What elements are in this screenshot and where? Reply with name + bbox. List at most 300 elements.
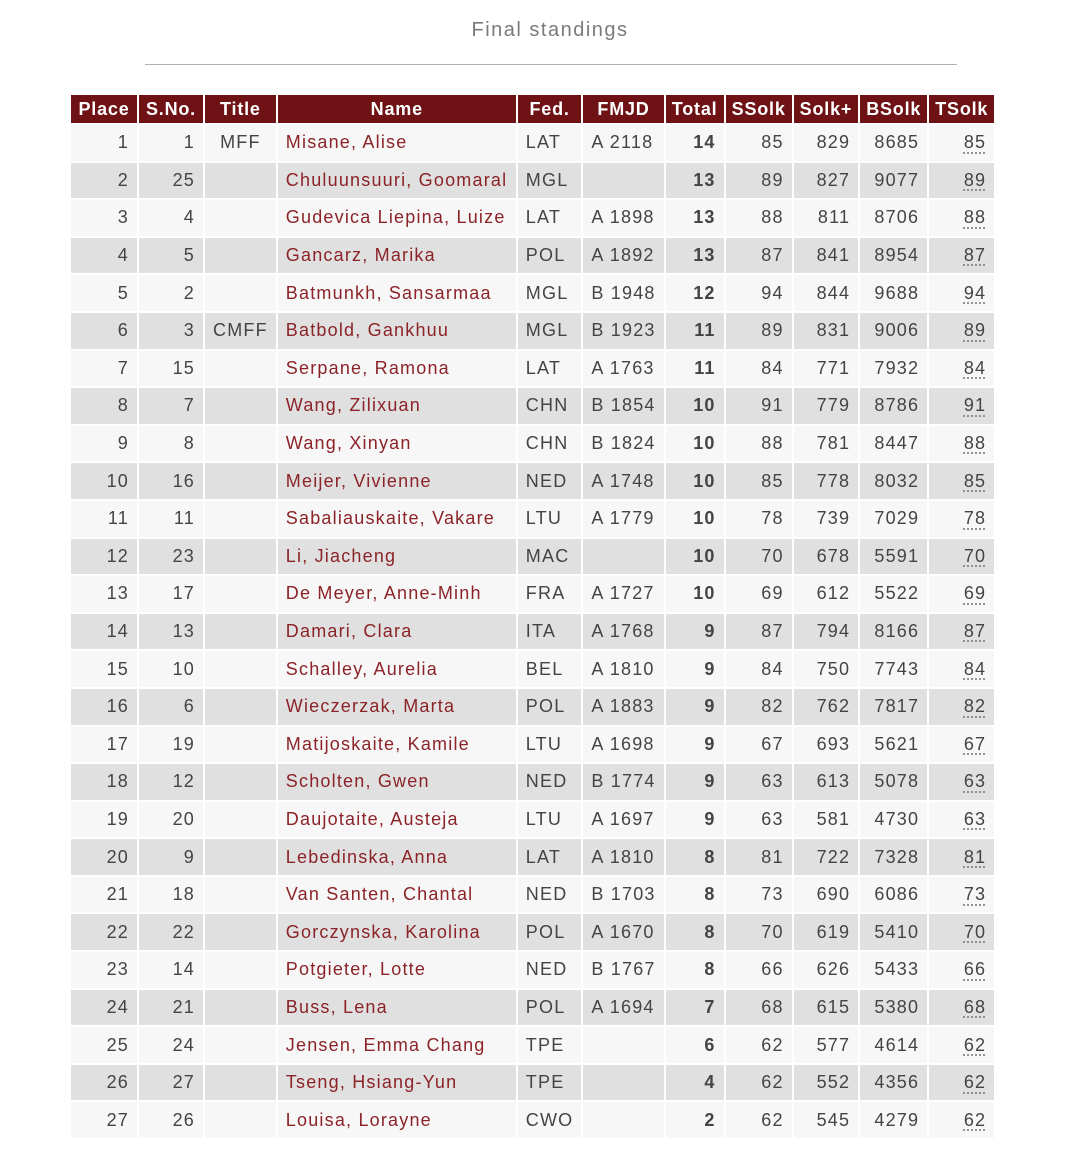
federation-cell: CWO (518, 1102, 582, 1138)
table-row (71, 351, 994, 387)
place-cell: 22 (71, 914, 137, 950)
tsolk-cell (929, 990, 994, 1026)
ssolk-cell: 91 (726, 388, 792, 424)
title-cell (205, 689, 276, 725)
place-cell: 24 (71, 990, 137, 1026)
table-row (71, 463, 994, 499)
tsolk-link[interactable]: 66 (963, 959, 987, 980)
federation-cell: LAT (518, 125, 582, 161)
fmjd-rating-cell (583, 1027, 663, 1063)
tsolk-link[interactable]: 62 (963, 1034, 987, 1055)
ssolk-cell: 84 (726, 351, 792, 387)
player-name-link[interactable]: Scholten, Gwen (278, 764, 516, 800)
solk-plus-cell: 762 (794, 689, 859, 725)
solk-plus-cell: 626 (794, 952, 859, 988)
table-row (71, 163, 994, 199)
player-name-link[interactable]: Wang, Xinyan (278, 426, 516, 462)
total-points-cell: 9 (666, 689, 724, 725)
fmjd-rating-cell: A 1892 (583, 238, 663, 274)
start-number-cell: 22 (139, 914, 203, 950)
place-cell: 15 (71, 651, 137, 687)
federation-cell: TPE (518, 1065, 582, 1101)
total-points-cell: 11 (666, 351, 724, 387)
place-cell: 9 (71, 426, 137, 462)
title-cell (205, 200, 276, 236)
standings-table (69, 93, 996, 1140)
bsolk-cell: 4730 (860, 802, 927, 838)
tsolk-link[interactable]: 88 (963, 433, 987, 454)
player-name-link[interactable]: De Meyer, Anne-Minh (278, 576, 516, 612)
player-name-link[interactable]: Matijoskaite, Kamile (278, 727, 516, 763)
tsolk-link[interactable]: 68 (963, 996, 987, 1017)
place-cell: 4 (71, 238, 137, 274)
federation-cell: ITA (518, 614, 582, 650)
fmjd-rating-cell: A 1727 (583, 576, 663, 612)
ssolk-cell: 62 (726, 1065, 792, 1101)
player-name-link[interactable]: Jensen, Emma Chang (278, 1027, 516, 1063)
start-number-cell: 18 (139, 877, 203, 913)
place-cell: 1 (71, 125, 137, 161)
solk-plus-cell: 794 (794, 614, 859, 650)
ssolk-cell: 70 (726, 914, 792, 950)
start-number-cell: 26 (139, 1102, 203, 1138)
column-header-name[interactable]: Name (278, 95, 516, 123)
ssolk-cell: 73 (726, 877, 792, 913)
tsolk-cell (929, 839, 994, 875)
federation-cell: LTU (518, 727, 582, 763)
total-points-cell: 8 (666, 952, 724, 988)
start-number-cell: 2 (139, 275, 203, 311)
title-cell (205, 727, 276, 763)
start-number-cell: 10 (139, 651, 203, 687)
federation-cell: NED (518, 877, 582, 913)
tsolk-link[interactable]: 82 (963, 696, 987, 717)
column-header-fmjd[interactable]: FMJD (583, 95, 663, 123)
place-cell: 27 (71, 1102, 137, 1138)
player-name-link[interactable]: Serpane, Ramona (278, 351, 516, 387)
title-divider (145, 64, 957, 65)
player-name-link[interactable]: Wieczerzak, Marta (278, 689, 516, 725)
place-cell: 19 (71, 802, 137, 838)
place-cell: 11 (71, 501, 137, 537)
tsolk-link[interactable]: 62 (963, 1072, 987, 1093)
fmjd-rating-cell: B 1774 (583, 764, 663, 800)
title-cell (205, 388, 276, 424)
table-row (71, 764, 994, 800)
tsolk-link[interactable]: 88 (963, 207, 987, 228)
fmjd-rating-cell: A 1763 (583, 351, 663, 387)
start-number-cell: 11 (139, 501, 203, 537)
fmjd-rating-cell: A 1898 (583, 200, 663, 236)
place-cell: 12 (71, 539, 137, 575)
table-row (71, 689, 994, 725)
ssolk-cell: 62 (726, 1027, 792, 1063)
title-cell (205, 426, 276, 462)
table-row (71, 990, 994, 1026)
column-header-ssolk[interactable]: SSolk (726, 95, 792, 123)
tsolk-cell (929, 426, 994, 462)
bsolk-cell: 9006 (860, 313, 927, 349)
ssolk-cell: 69 (726, 576, 792, 612)
solk-plus-cell: 750 (794, 651, 859, 687)
start-number-cell: 8 (139, 426, 203, 462)
fmjd-rating-cell: B 1948 (583, 275, 663, 311)
place-cell: 3 (71, 200, 137, 236)
solk-plus-cell: 841 (794, 238, 859, 274)
start-number-cell: 21 (139, 990, 203, 1026)
tsolk-link[interactable]: 89 (963, 169, 987, 190)
federation-cell: MGL (518, 163, 582, 199)
bsolk-cell: 5433 (860, 952, 927, 988)
title-cell (205, 990, 276, 1026)
fmjd-rating-cell: A 1697 (583, 802, 663, 838)
solk-plus-cell: 771 (794, 351, 859, 387)
fmjd-rating-cell: A 1779 (583, 501, 663, 537)
fmjd-rating-cell: B 1703 (583, 877, 663, 913)
title-cell (205, 614, 276, 650)
tsolk-cell (929, 1027, 994, 1063)
tsolk-link[interactable]: 70 (963, 545, 987, 566)
total-points-cell: 12 (666, 275, 724, 311)
start-number-cell: 20 (139, 802, 203, 838)
column-header-title[interactable]: Title (205, 95, 276, 123)
tsolk-cell (929, 1065, 994, 1101)
place-cell: 25 (71, 1027, 137, 1063)
title-cell (205, 501, 276, 537)
ssolk-cell: 63 (726, 764, 792, 800)
solk-plus-cell: 844 (794, 275, 859, 311)
player-name-link[interactable]: Misane, Alise (278, 125, 516, 161)
tsolk-cell (929, 275, 994, 311)
title-cell: MFF (205, 125, 276, 161)
table-row (71, 1065, 994, 1101)
table-row (71, 839, 994, 875)
title-cell (205, 1027, 276, 1063)
total-points-cell: 9 (666, 651, 724, 687)
bsolk-cell: 4614 (860, 1027, 927, 1063)
bsolk-cell: 7932 (860, 351, 927, 387)
tsolk-cell (929, 463, 994, 499)
federation-cell: POL (518, 990, 582, 1026)
player-name-link[interactable]: Damari, Clara (278, 614, 516, 650)
table-row (71, 614, 994, 650)
solk-plus-cell: 778 (794, 463, 859, 499)
column-header-tsolk[interactable]: TSolk (929, 95, 994, 123)
ssolk-cell: 88 (726, 426, 792, 462)
player-name-link[interactable]: Chuluunsuuri, Goomaral (278, 163, 516, 199)
title-cell (205, 576, 276, 612)
ssolk-cell: 66 (726, 952, 792, 988)
title-cell (205, 351, 276, 387)
start-number-cell: 14 (139, 952, 203, 988)
column-header-bsolk[interactable]: BSolk (860, 95, 927, 123)
federation-cell: MGL (518, 275, 582, 311)
fmjd-rating-cell: A 1748 (583, 463, 663, 499)
federation-cell: LAT (518, 839, 582, 875)
column-header-sno[interactable]: S.No. (139, 95, 203, 123)
title-cell (205, 914, 276, 950)
solk-plus-cell: 739 (794, 501, 859, 537)
federation-cell: CHN (518, 388, 582, 424)
tsolk-link[interactable]: 62 (963, 1109, 987, 1130)
bsolk-cell: 8166 (860, 614, 927, 650)
bsolk-cell: 5078 (860, 764, 927, 800)
tsolk-link[interactable]: 63 (963, 808, 987, 829)
solk-plus-cell: 693 (794, 727, 859, 763)
tsolk-link[interactable]: 85 (963, 470, 987, 491)
place-cell: 7 (71, 351, 137, 387)
page-title: Final standings (471, 19, 629, 41)
ssolk-cell: 89 (726, 163, 792, 199)
player-name-link[interactable]: Gancarz, Marika (278, 238, 516, 274)
solk-plus-cell: 619 (794, 914, 859, 950)
total-points-cell: 10 (666, 539, 724, 575)
tsolk-link[interactable]: 67 (963, 733, 987, 754)
column-header-place[interactable]: Place (71, 95, 137, 123)
player-name-link[interactable]: Buss, Lena (278, 990, 516, 1026)
tsolk-cell (929, 914, 994, 950)
table-row (71, 125, 994, 161)
tsolk-cell (929, 163, 994, 199)
tsolk-cell (929, 614, 994, 650)
title-cell (205, 238, 276, 274)
ssolk-cell: 68 (726, 990, 792, 1026)
table-row (71, 313, 994, 349)
tsolk-link[interactable]: 70 (963, 921, 987, 942)
place-cell: 20 (71, 839, 137, 875)
tsolk-cell (929, 200, 994, 236)
fmjd-rating-cell (583, 1065, 663, 1101)
total-points-cell: 10 (666, 576, 724, 612)
player-name-link[interactable]: Batmunkh, Sansarmaa (278, 275, 516, 311)
place-cell: 14 (71, 614, 137, 650)
ssolk-cell: 78 (726, 501, 792, 537)
bsolk-cell: 7743 (860, 651, 927, 687)
tsolk-link[interactable]: 63 (963, 771, 987, 792)
federation-cell: POL (518, 238, 582, 274)
bsolk-cell: 8954 (860, 238, 927, 274)
federation-cell: NED (518, 764, 582, 800)
solk-plus-cell: 829 (794, 125, 859, 161)
column-header-total[interactable]: Total (666, 95, 724, 123)
tsolk-cell (929, 238, 994, 274)
solk-plus-cell: 827 (794, 163, 859, 199)
player-name-link[interactable]: Van Santen, Chantal (278, 877, 516, 913)
total-points-cell: 13 (666, 163, 724, 199)
solk-plus-cell: 581 (794, 802, 859, 838)
place-cell: 6 (71, 313, 137, 349)
tsolk-cell (929, 313, 994, 349)
tsolk-link[interactable]: 85 (963, 132, 987, 153)
title-cell (205, 163, 276, 199)
fmjd-rating-cell (583, 1102, 663, 1138)
start-number-cell: 3 (139, 313, 203, 349)
ssolk-cell: 62 (726, 1102, 792, 1138)
ssolk-cell: 84 (726, 651, 792, 687)
start-number-cell: 19 (139, 727, 203, 763)
tsolk-cell (929, 727, 994, 763)
place-cell: 17 (71, 727, 137, 763)
player-name-link[interactable]: Tseng, Hsiang-Yun (278, 1065, 516, 1101)
solk-plus-cell: 612 (794, 576, 859, 612)
solk-plus-cell: 811 (794, 200, 859, 236)
place-cell: 23 (71, 952, 137, 988)
player-name-link[interactable]: Gudevica Liepina, Luize (278, 200, 516, 236)
bsolk-cell: 5522 (860, 576, 927, 612)
total-points-cell: 13 (666, 238, 724, 274)
place-cell: 10 (71, 463, 137, 499)
fmjd-rating-cell: A 1810 (583, 839, 663, 875)
ssolk-cell: 94 (726, 275, 792, 311)
bsolk-cell: 5410 (860, 914, 927, 950)
total-points-cell: 13 (666, 200, 724, 236)
title-cell (205, 275, 276, 311)
player-name-link[interactable]: Gorczynska, Karolina (278, 914, 516, 950)
player-name-link[interactable]: Wang, Zilixuan (278, 388, 516, 424)
fmjd-rating-cell: B 1923 (583, 313, 663, 349)
tsolk-link[interactable]: 87 (963, 621, 987, 642)
tsolk-cell (929, 125, 994, 161)
player-name-link[interactable]: Schalley, Aurelia (278, 651, 516, 687)
ssolk-cell: 87 (726, 238, 792, 274)
fmjd-rating-cell (583, 539, 663, 575)
federation-cell: LTU (518, 802, 582, 838)
player-name-link[interactable]: Daujotaite, Austeja (278, 802, 516, 838)
table-row (71, 200, 994, 236)
column-header-solk-plus[interactable]: Solk+ (794, 95, 859, 123)
bsolk-cell: 4356 (860, 1065, 927, 1101)
federation-cell: NED (518, 463, 582, 499)
start-number-cell: 9 (139, 839, 203, 875)
start-number-cell: 17 (139, 576, 203, 612)
tsolk-cell (929, 501, 994, 537)
table-row (71, 275, 994, 311)
tsolk-cell (929, 351, 994, 387)
tsolk-cell (929, 764, 994, 800)
tsolk-link[interactable]: 84 (963, 658, 987, 679)
column-header-fed[interactable]: Fed. (518, 95, 582, 123)
federation-cell: MGL (518, 313, 582, 349)
start-number-cell: 24 (139, 1027, 203, 1063)
ssolk-cell: 88 (726, 200, 792, 236)
solk-plus-cell: 613 (794, 764, 859, 800)
solk-plus-cell: 552 (794, 1065, 859, 1101)
tsolk-cell (929, 388, 994, 424)
table-row (71, 802, 994, 838)
total-points-cell: 14 (666, 125, 724, 161)
player-name-link[interactable]: Meijer, Vivienne (278, 463, 516, 499)
table-row (71, 651, 994, 687)
solk-plus-cell: 678 (794, 539, 859, 575)
fmjd-rating-cell: B 1767 (583, 952, 663, 988)
table-row (71, 914, 994, 950)
tsolk-link[interactable]: 87 (963, 245, 987, 266)
total-points-cell: 11 (666, 313, 724, 349)
bsolk-cell: 5380 (860, 990, 927, 1026)
place-cell: 2 (71, 163, 137, 199)
table-row (71, 1027, 994, 1063)
bsolk-cell: 9077 (860, 163, 927, 199)
tsolk-link[interactable]: 73 (963, 884, 987, 905)
start-number-cell: 7 (139, 388, 203, 424)
table-row (71, 952, 994, 988)
start-number-cell: 25 (139, 163, 203, 199)
bsolk-cell: 8706 (860, 200, 927, 236)
federation-cell: FRA (518, 576, 582, 612)
total-points-cell: 8 (666, 877, 724, 913)
place-cell: 13 (71, 576, 137, 612)
title-cell (205, 1102, 276, 1138)
total-points-cell: 7 (666, 990, 724, 1026)
solk-plus-cell: 781 (794, 426, 859, 462)
tsolk-link[interactable]: 78 (963, 508, 987, 529)
fmjd-rating-cell: B 1854 (583, 388, 663, 424)
title-cell (205, 839, 276, 875)
start-number-cell: 13 (139, 614, 203, 650)
table-row (71, 576, 994, 612)
solk-plus-cell: 545 (794, 1102, 859, 1138)
tsolk-cell (929, 576, 994, 612)
tsolk-link[interactable]: 84 (963, 357, 987, 378)
fmjd-rating-cell: A 1883 (583, 689, 663, 725)
federation-cell: TPE (518, 1027, 582, 1063)
table-row (71, 539, 994, 575)
place-cell: 21 (71, 877, 137, 913)
place-cell: 26 (71, 1065, 137, 1101)
title-cell (205, 802, 276, 838)
federation-cell: LAT (518, 351, 582, 387)
solk-plus-cell: 831 (794, 313, 859, 349)
tsolk-cell (929, 1102, 994, 1138)
ssolk-cell: 67 (726, 727, 792, 763)
federation-cell: NED (518, 952, 582, 988)
tsolk-link[interactable]: 69 (963, 583, 987, 604)
tsolk-link[interactable]: 91 (963, 395, 987, 416)
tsolk-link[interactable]: 81 (963, 846, 987, 867)
solk-plus-cell: 779 (794, 388, 859, 424)
table-row (71, 1102, 994, 1138)
player-name-link[interactable]: Sabaliauskaite, Vakare (278, 501, 516, 537)
player-name-link[interactable]: Louisa, Lorayne (278, 1102, 516, 1138)
bsolk-cell: 7328 (860, 839, 927, 875)
total-points-cell: 8 (666, 839, 724, 875)
title-cell (205, 877, 276, 913)
fmjd-rating-cell: B 1824 (583, 426, 663, 462)
player-name-link[interactable]: Batbold, Gankhuu (278, 313, 516, 349)
federation-cell: LTU (518, 501, 582, 537)
total-points-cell: 10 (666, 426, 724, 462)
player-name-link[interactable]: Lebedinska, Anna (278, 839, 516, 875)
federation-cell: POL (518, 914, 582, 950)
start-number-cell: 27 (139, 1065, 203, 1101)
bsolk-cell: 8447 (860, 426, 927, 462)
tsolk-link[interactable]: 89 (963, 320, 987, 341)
fmjd-rating-cell: A 1698 (583, 727, 663, 763)
total-points-cell: 10 (666, 388, 724, 424)
title-cell (205, 1065, 276, 1101)
ssolk-cell: 63 (726, 802, 792, 838)
start-number-cell: 15 (139, 351, 203, 387)
tsolk-link[interactable]: 94 (963, 282, 987, 303)
solk-plus-cell: 577 (794, 1027, 859, 1063)
bsolk-cell: 9688 (860, 275, 927, 311)
player-name-link[interactable]: Li, Jiacheng (278, 539, 516, 575)
ssolk-cell: 70 (726, 539, 792, 575)
bsolk-cell: 5591 (860, 539, 927, 575)
bsolk-cell: 7817 (860, 689, 927, 725)
solk-plus-cell: 722 (794, 839, 859, 875)
player-name-link[interactable]: Potgieter, Lotte (278, 952, 516, 988)
